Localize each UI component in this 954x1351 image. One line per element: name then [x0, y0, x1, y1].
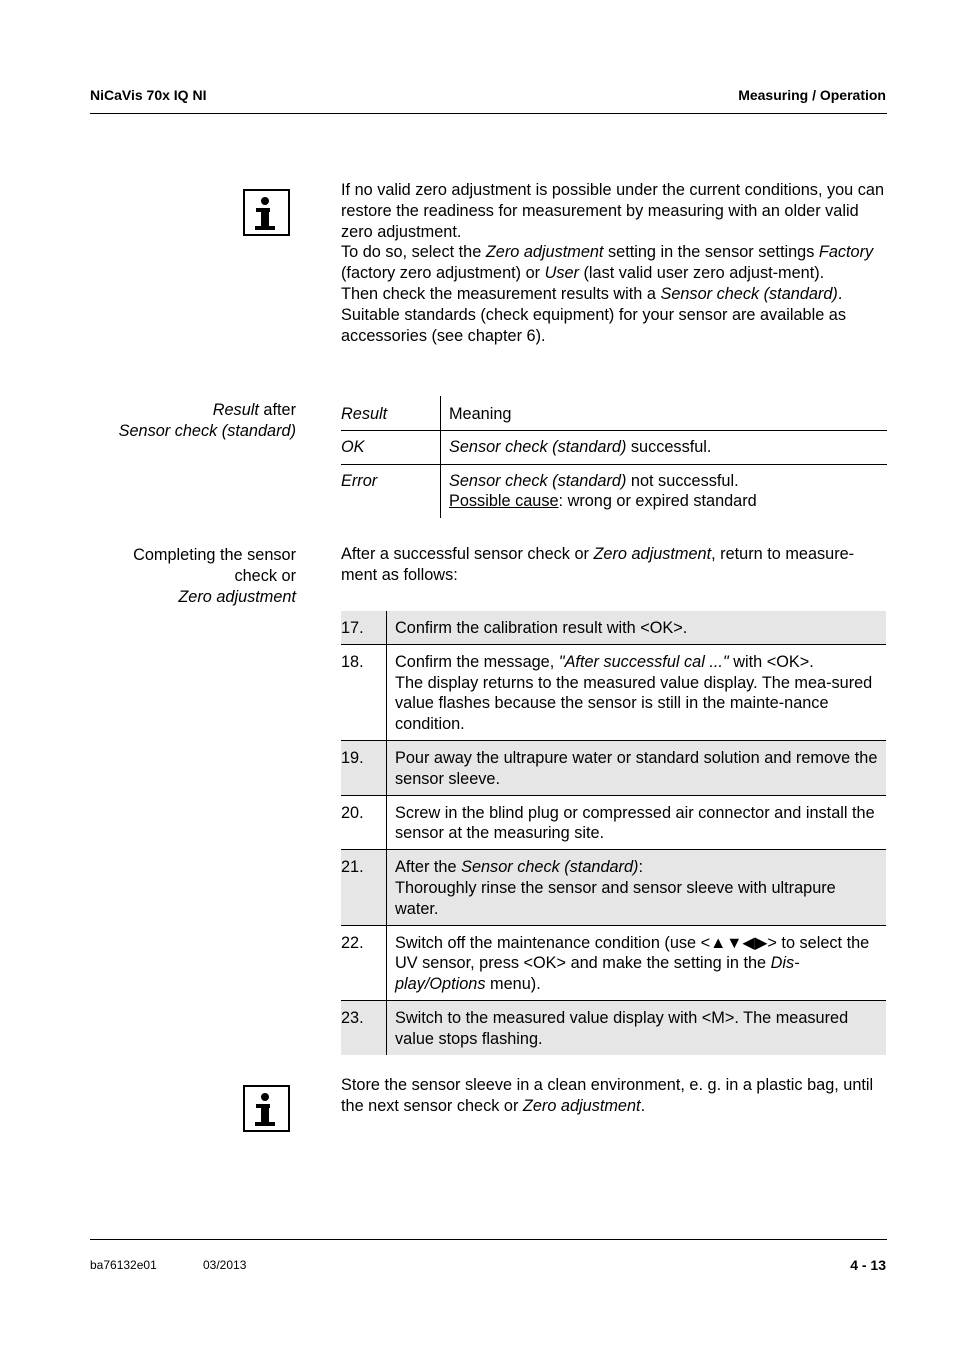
emphasis: Result: [212, 401, 259, 419]
step-number: 23.: [341, 1000, 387, 1054]
step-number: 22.: [341, 925, 387, 1000]
emphasis: Sensor check (standard): [449, 437, 627, 456]
side-line: check or: [234, 566, 296, 585]
result-table: [341, 396, 887, 518]
result-cell: [341, 464, 441, 518]
text: menu).: [485, 975, 541, 994]
step-number: 21.: [341, 850, 387, 925]
step-row: [341, 1000, 886, 1054]
underlined-text: Possible cause: [449, 492, 559, 511]
step-text: [387, 644, 887, 740]
text: Switch to the measured value display with: [395, 1008, 702, 1027]
step-row: [341, 644, 886, 740]
text: to select the UV sensor, press: [395, 933, 870, 973]
step-text: Screw in the blind plug or compressed air connector and install the sensor at the measuring site.: [395, 803, 875, 843]
emphasis: Error: [341, 471, 378, 490]
step-text: [387, 611, 887, 644]
header-rule: [90, 113, 887, 114]
text: Switch off the maintenance condition (use: [395, 933, 701, 952]
note-paragraph: [341, 242, 887, 284]
text: .: [640, 1096, 646, 1115]
text: with: [728, 652, 767, 671]
step-row: [341, 850, 886, 925]
text: The display returns to the measured value display. The mea-sured value flashes because the sensor is still in the mainte-nance condition.: [395, 673, 873, 734]
step-row: [341, 740, 886, 795]
note-text-1: [341, 180, 887, 346]
emphasis: Result: [341, 405, 388, 423]
key-label: <M>: [701, 1008, 735, 1027]
text: Store the sensor sleeve in a clean environment, e. g. in a plastic bag, until the next sensor check or: [341, 1076, 874, 1115]
text: . The measured value stops flashing.: [395, 1008, 849, 1048]
note-paragraph: Suitable standards (check equipment) for your sensor are available as accessories (see chapter 6).: [341, 305, 846, 345]
emphasis: Dis-play/Options: [395, 954, 800, 994]
footer-date: 03/2013: [203, 1258, 247, 1272]
text: after: [258, 401, 296, 419]
text: :: [638, 858, 643, 877]
emphasis: Sensor check (standard): [461, 858, 639, 877]
table-row: [341, 430, 887, 464]
text: Thoroughly rinse the sensor and sensor sleeve with ultrapure water.: [395, 878, 836, 918]
result-side-heading: [119, 400, 296, 442]
key-label: <OK>: [523, 954, 567, 973]
key-label: <OK>: [766, 652, 810, 671]
key-label: <OK>: [640, 619, 683, 637]
text: , return to measure-ment as follows:: [341, 545, 855, 584]
text: (factory zero adjustment) or: [341, 264, 545, 283]
text: Then check the measurement results with a: [341, 284, 661, 303]
text: To do so, select the: [341, 243, 486, 262]
intro-paragraph: [341, 544, 887, 586]
text: .: [837, 284, 843, 303]
emphasis: "After successful cal ...": [558, 652, 729, 671]
emphasis: Zero adjustment: [178, 587, 296, 606]
emphasis: Zero adjustment: [593, 545, 712, 563]
step-text: Pour away the ultrapure water or standard solution and remove the sensor sleeve.: [387, 740, 887, 795]
side-line: Completing the sensor: [133, 546, 296, 564]
note-paragraph: If no valid zero adjustment is possible under the current conditions, you can restore the readiness for measurement by measuring with an older valid zero adjustment.: [341, 181, 885, 241]
step-row: [341, 611, 886, 644]
text: successful.: [626, 437, 712, 456]
text: not successful.: [626, 471, 739, 490]
emphasis: OK: [341, 437, 365, 456]
footer-doc-number: ba76132e01: [90, 1258, 157, 1272]
note-paragraph: [341, 284, 887, 305]
emphasis: Sensor check (standard): [118, 421, 296, 440]
note-text-2: [341, 1075, 887, 1117]
meaning-cell: [441, 430, 888, 464]
header-section: Measuring / Operation: [738, 87, 886, 103]
emphasis: Zero adjustment: [522, 1096, 641, 1115]
table-header-row: [341, 396, 887, 430]
text: Confirm the message,: [395, 652, 559, 671]
emphasis: Sensor check (standard): [660, 284, 838, 303]
text: After a successful sensor check or: [341, 545, 594, 563]
column-header-meaning: Meaning: [441, 396, 888, 430]
text: After the: [395, 858, 462, 877]
emphasis: User: [544, 264, 579, 283]
emphasis: Zero adjustment: [485, 243, 604, 262]
header-title: NiCaVis 70x IQ NI: [90, 87, 207, 103]
text: .: [809, 652, 814, 671]
text: and make the setting in the: [566, 954, 771, 973]
step-number: 20.: [341, 795, 387, 850]
footer-page-number: 4 - 13: [850, 1257, 886, 1273]
side-line: [119, 421, 296, 442]
step-text: [387, 925, 887, 1000]
note-paragraph: [341, 1075, 887, 1117]
step-number: 18.: [341, 644, 387, 740]
emphasis: Sensor check (standard): [449, 471, 627, 490]
step-text: [387, 1000, 887, 1054]
step-number: 17.: [341, 611, 387, 644]
result-cell: [341, 430, 441, 464]
side-line: [133, 587, 296, 608]
step-row: [341, 795, 886, 850]
table-row: [341, 464, 887, 518]
emphasis: Factory: [818, 243, 874, 262]
info-icon: [243, 189, 290, 236]
text: : wrong or expired standard: [558, 492, 757, 511]
step-text: [387, 850, 887, 925]
meaning-cell: [441, 464, 888, 518]
completing-side-heading: [133, 545, 296, 607]
text: (last valid user zero adjust-ment).: [578, 264, 825, 283]
side-line: [119, 400, 296, 421]
completing-intro: [341, 544, 887, 586]
text: setting in the sensor settings: [603, 243, 819, 262]
step-row: [341, 925, 886, 1000]
steps-table: [341, 611, 886, 1055]
step-number: 19.: [341, 740, 387, 795]
column-header-result: [341, 396, 441, 430]
text: .: [682, 619, 688, 637]
arrow-keys-label: <▲▼◀▶>: [700, 933, 777, 952]
text: Confirm the calibration result with: [395, 619, 641, 637]
footer-rule: [90, 1239, 887, 1240]
info-icon: [243, 1085, 290, 1132]
